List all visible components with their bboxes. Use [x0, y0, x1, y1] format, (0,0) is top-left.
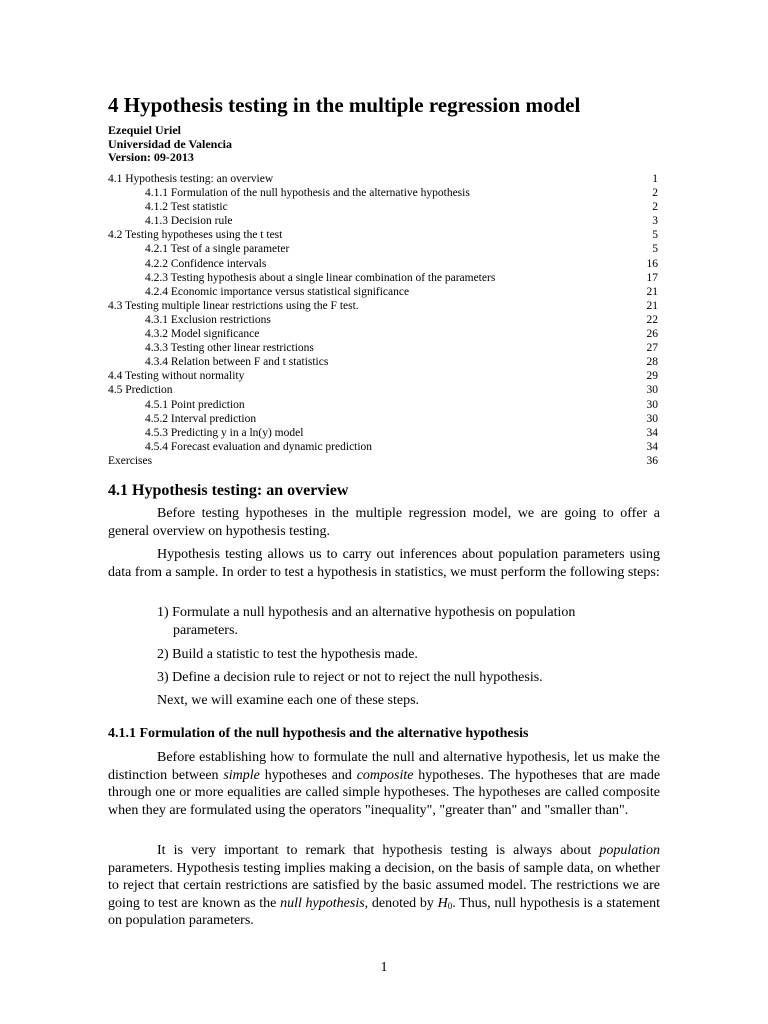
toc-entry-page: 27 [646, 342, 658, 355]
paragraph: Hypothesis testing allows us to carry out inferences about population parameters using data from a sample. In order to test a hypothesis in statistics, we must perform the following steps: [108, 547, 660, 580]
institution-name: Universidad de Valencia [108, 136, 233, 151]
toc-entry-page: 21 [646, 285, 658, 298]
toc-entry-label: 4.1.1 Formulation of the null hypothesis and the alternative hypothesis [145, 187, 470, 200]
emphasis-null-hypothesis: null hypothesis [280, 895, 365, 911]
toc-entry[interactable] [108, 454, 660, 468]
toc-entry[interactable] [108, 172, 660, 186]
toc-entry-label: 4.3 Testing multiple linear restrictions using the F test. [108, 299, 359, 312]
text-run: Before establishing how to formulate the null and alternative hypothesis, let us make the distinction between [108, 750, 660, 783]
toc-entry[interactable] [108, 412, 660, 426]
section-heading-4-1: 4.1 Hypothesis testing: an overview [108, 482, 349, 499]
toc-entry-label: 4.1 Hypothesis testing: an overview [108, 173, 274, 185]
text-run: parameters. Hypothesis testing implies making a decision, on the basis of sample data, on whether to reject that certain restrictions are satisfied by the basic assumed model. The restrictions we are going to test are known as the [108, 860, 660, 911]
toc-entry-page: 30 [646, 384, 658, 397]
toc-entry-page: 2 [652, 187, 658, 200]
toc-entry-page: 2 [652, 201, 658, 214]
toc-entry-page: 34 [646, 426, 658, 439]
paragraph [108, 842, 660, 930]
toc-entry-page: 1 [652, 173, 658, 185]
toc-entry[interactable] [108, 327, 660, 341]
toc-entry[interactable] [108, 271, 660, 285]
toc-entry-page: 3 [652, 215, 658, 228]
toc-entry-page: 30 [646, 412, 658, 425]
toc-entry-page: 30 [646, 398, 658, 411]
toc-entry-page: 22 [646, 313, 658, 326]
paragraph: Next, we will examine each one of these steps. [157, 693, 420, 708]
toc-entry[interactable] [108, 214, 660, 228]
toc-entry-label: 4.1.3 Decision rule [145, 215, 233, 228]
toc-entry[interactable] [108, 369, 660, 383]
document-title: 4 Hypothesis testing in the multiple regression model [108, 93, 581, 117]
toc-entry[interactable] [108, 299, 660, 313]
step-1-text: 1) Formulate a null hypothesis and an alternative hypothesis on population [157, 605, 576, 620]
toc-entry-label: 4.3.4 Relation between F and t statistics [145, 356, 329, 369]
toc-entry-label: 4.2 Testing hypotheses using the t test [108, 229, 283, 242]
toc-entry-label: 4.2.4 Economic importance versus statistical significance [145, 285, 410, 298]
toc-entry[interactable] [108, 186, 660, 200]
toc-entry[interactable] [108, 440, 660, 454]
toc-entry-label: 4.3.1 Exclusion restrictions [145, 313, 271, 326]
document-page [108, 0, 660, 1024]
page-number: 1 [380, 960, 388, 975]
toc-entry-label: 4.3.2 Model significance [145, 328, 260, 341]
toc-entry-label: 4.5.4 Forecast evaluation and dynamic prediction [145, 440, 373, 453]
toc-entry-label: 4.5.3 Predicting y in a ln(y) model [145, 426, 304, 439]
text-run: It is very important to remark that hypothesis testing is always about [157, 843, 592, 858]
toc-entry-label: 4.2.3 Testing hypothesis about a single linear combination of the parameters [145, 271, 496, 284]
toc-entry-page: 28 [646, 356, 658, 369]
toc-entry-label: 4.1.2 Test statistic [145, 201, 228, 214]
toc-entry[interactable] [108, 313, 660, 327]
version-label: Version: 09-2013 [108, 150, 194, 164]
toc-entry[interactable] [108, 355, 660, 369]
paragraph: Before testing hypotheses in the multiple regression model, we are going to offer a general overview on hypothesis testing. [108, 506, 660, 539]
toc-entry[interactable] [108, 200, 660, 214]
list-item-step-1 [157, 604, 660, 639]
text-run: , denoted by [364, 895, 434, 911]
emphasis-simple: simple [223, 767, 260, 783]
paragraph [108, 749, 660, 819]
toc-entry[interactable] [108, 398, 660, 412]
toc-entry-page: 16 [646, 257, 658, 270]
toc-entry-label: 4.3.3 Testing other linear restrictions [145, 342, 314, 355]
list-item-step-2: 2) Build a statistic to test the hypothesis made. [157, 647, 418, 662]
toc-entry[interactable] [108, 426, 660, 440]
toc-entry-label: 4.2.2 Confidence intervals [145, 257, 267, 270]
toc-entry[interactable] [108, 228, 660, 242]
toc-entry-page: 5 [652, 229, 658, 242]
toc-entry[interactable] [108, 242, 660, 256]
toc-entry[interactable] [108, 257, 660, 271]
symbol-subscript: 0 [447, 900, 453, 911]
toc-entry-label: Exercises [108, 454, 153, 467]
symbol-h: H [437, 895, 448, 911]
toc-entry[interactable] [108, 285, 660, 299]
toc-entry-page: 5 [652, 243, 658, 256]
toc-entry-page: 26 [646, 328, 658, 341]
toc-entry-label: 4.5.2 Interval prediction [145, 412, 257, 425]
text-run: hypotheses. The hypotheses that are made through one or more equalities are called simple hypotheses. The hypotheses are called composite when they are formulated using the operators "inequality", "greater than" and "smaller than". [108, 767, 661, 818]
table-of-contents [108, 172, 660, 468]
toc-entry-label: 4.2.1 Test of a single parameter [145, 243, 290, 256]
toc-entry-page: 21 [646, 299, 658, 312]
text-run: . Thus, null hypothesis is a statement on population parameters. [108, 895, 661, 928]
text-run: hypotheses and [264, 767, 352, 783]
step-1-continuation: parameters. [173, 622, 238, 638]
toc-entry[interactable] [108, 341, 660, 355]
toc-entry-label: 4.5.1 Point prediction [145, 398, 245, 411]
toc-entry-page: 34 [646, 440, 658, 453]
emphasis-population: population [599, 843, 661, 858]
toc-entry-page: 36 [646, 454, 658, 467]
author-name: Ezequiel Uriel [108, 123, 181, 137]
toc-entry-label: 4.4 Testing without normality [108, 370, 245, 383]
list-item-step-3: 3) Define a decision rule to reject or not to reject the null hypothesis. [157, 670, 543, 685]
toc-entry-page: 17 [646, 271, 658, 284]
document-meta [108, 124, 232, 165]
emphasis-composite: composite [356, 767, 414, 783]
section-heading-4-1-1: 4.1.1 Formulation of the null hypothesis and the alternative hypothesis [108, 726, 529, 741]
toc-entry-page: 29 [646, 370, 658, 383]
toc-entry-label: 4.5 Prediction [108, 384, 173, 397]
toc-entry[interactable] [108, 383, 660, 397]
